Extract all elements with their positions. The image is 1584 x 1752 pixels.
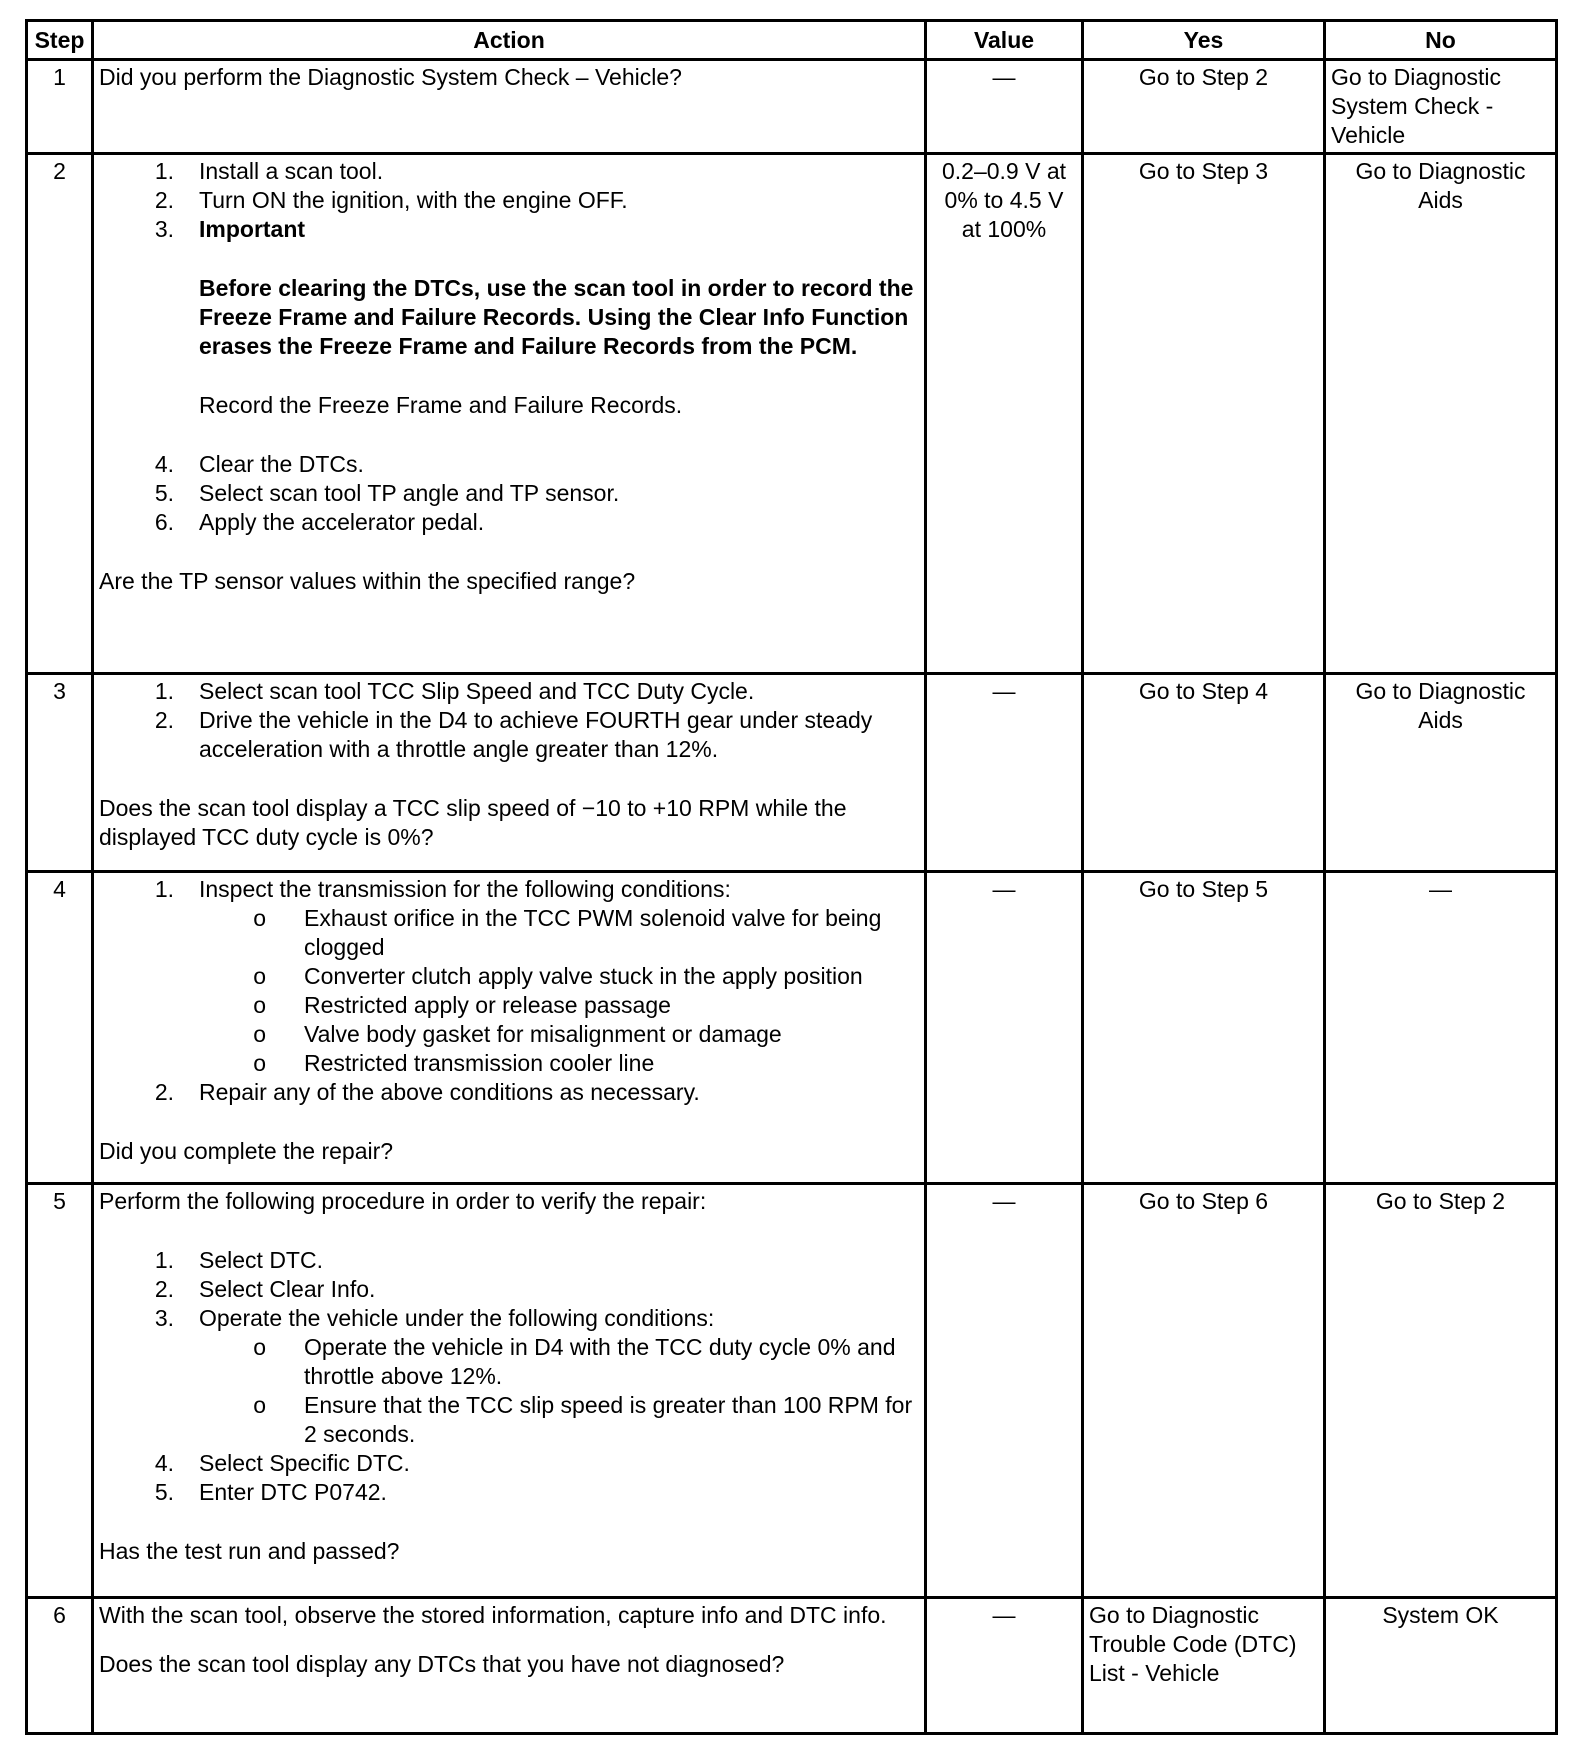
list-item: 5. Enter DTC P0742. <box>154 1479 387 1505</box>
question-text: Does the scan tool display a TCC slip speed of −10 to +10 RPM while the displayed TCC duty cycle is 0%? <box>99 795 847 850</box>
list-item: 6. Apply the accelerator pedal. <box>154 509 485 535</box>
yes-cell: Go to Step 5 <box>1083 872 1325 1184</box>
yes-cell: Go to Step 3 <box>1083 154 1325 674</box>
question-text: Are the TP sensor values within the specified range? <box>99 568 636 594</box>
table-row-step-2 <box>27 154 1557 674</box>
question-text: Has the test run and passed? <box>99 1538 400 1564</box>
yes-cell: Go to Step 6 <box>1083 1184 1325 1598</box>
value-line: 0.2–0.9 V at <box>941 158 1067 184</box>
important-notice: Before clearing the DTCs, use the scan tool in order to record the Freeze Frame and Failure Records. Using the Clear Info Function erases the Freeze Frame and Failure Records from the PCM. <box>199 275 914 359</box>
no-cell <box>1325 674 1557 872</box>
sub-list-item: o Operate the vehicle in D4 with the TCC duty cycle 0% and throttle above 12%. <box>253 1334 896 1389</box>
sub-list-item: o Restricted transmission cooler line <box>253 1050 655 1076</box>
list-item: 4. Select Specific DTC. <box>154 1450 410 1476</box>
header-row <box>27 21 1557 60</box>
yes-line: Trouble Code (DTC) <box>1089 1631 1297 1657</box>
question-text: Does the scan tool display any DTCs that you have not diagnosed? <box>99 1651 785 1677</box>
yes-line: List - Vehicle <box>1089 1660 1220 1686</box>
no-cell <box>1325 60 1557 154</box>
yes-cell: Go to Step 4 <box>1083 674 1325 872</box>
list-item: 2. Drive the vehicle in the D4 to achieve FOURTH gear under steady acceleration with a throttle angle greater than 12%. <box>154 707 873 762</box>
step-number: 4 <box>27 872 93 1184</box>
no-line: Go to Diagnostic <box>1355 158 1526 184</box>
value-line: at 100% <box>961 216 1047 242</box>
no-cell: — <box>1325 872 1557 1184</box>
value-cell: — <box>926 1598 1083 1734</box>
list-item: 2. Select Clear Info. <box>154 1276 376 1302</box>
list-item: 3. Important <box>99 215 919 244</box>
list-item: 1. Install a scan tool. <box>154 158 384 184</box>
header-step: Step <box>27 21 93 60</box>
no-line: System Check - <box>1331 93 1494 119</box>
action-cell <box>93 60 926 154</box>
sub-list-item: o Valve body gasket for misalignment or damage <box>253 1021 782 1047</box>
no-line: Aids <box>1418 187 1463 213</box>
action-cell <box>93 1184 926 1598</box>
step-number: 3 <box>27 674 93 872</box>
no-line: Aids <box>1418 707 1463 733</box>
step-number: 5 <box>27 1184 93 1598</box>
action-cell <box>93 1598 926 1734</box>
sub-list-item: o Ensure that the TCC slip speed is greater than 100 RPM for 2 seconds. <box>253 1392 913 1447</box>
no-cell: System OK <box>1325 1598 1557 1734</box>
yes-cell: Go to Step 2 <box>1083 60 1325 154</box>
record-instruction: Record the Freeze Frame and Failure Records. <box>199 392 683 418</box>
step-number: 2 <box>27 154 93 674</box>
header-value: Value <box>926 21 1083 60</box>
list-item: 1. Inspect the transmission for the following conditions: <box>154 876 731 902</box>
list-item: 2. Repair any of the above conditions as necessary. <box>154 1079 700 1105</box>
question-text: Did you perform the Diagnostic System Check – Vehicle? <box>99 64 682 90</box>
sub-list-item: o Converter clutch apply valve stuck in the apply position <box>253 963 863 989</box>
value-cell <box>926 154 1083 674</box>
no-cell: Go to Step 2 <box>1325 1184 1557 1598</box>
procedure-list <box>99 157 919 244</box>
list-item: 5. Select scan tool TP angle and TP sensor. <box>154 480 620 506</box>
header-no: No <box>1325 21 1557 60</box>
procedure-list <box>99 450 919 537</box>
action-cell <box>93 872 926 1184</box>
procedure-list <box>99 677 919 764</box>
yes-cell <box>1083 1598 1325 1734</box>
list-item: 1. Select DTC. <box>154 1247 323 1273</box>
step-number: 6 <box>27 1598 93 1734</box>
table-row-step-4 <box>27 872 1557 1184</box>
list-item: 4. Clear the DTCs. <box>154 451 364 477</box>
action-cell <box>93 154 926 674</box>
value-cell: — <box>926 674 1083 872</box>
header-yes: Yes <box>1083 21 1325 60</box>
intro-text: Perform the following procedure in order to verify the repair: <box>99 1188 707 1214</box>
table-row-step-1 <box>27 60 1557 154</box>
table-row-step-6 <box>27 1598 1557 1734</box>
intro-text: With the scan tool, observe the stored information, capture info and DTC info. <box>99 1602 887 1628</box>
list-item: 2. Turn ON the ignition, with the engine OFF. <box>154 187 628 213</box>
yes-line: Go to Diagnostic <box>1089 1602 1260 1628</box>
value-cell: — <box>926 872 1083 1184</box>
value-line: 0% to 4.5 V <box>944 187 1064 213</box>
no-line: Vehicle <box>1331 122 1406 148</box>
diagnostic-table <box>25 19 1558 1735</box>
value-cell: — <box>926 1184 1083 1598</box>
no-line: Go to Diagnostic <box>1355 678 1526 704</box>
sub-list-item: o Restricted apply or release passage <box>253 992 671 1018</box>
step-number: 1 <box>27 60 93 154</box>
list-item: 1. Select scan tool TCC Slip Speed and TCC Duty Cycle. <box>154 678 755 704</box>
header-action: Action <box>93 21 926 60</box>
list-item: 3. Operate the vehicle under the following conditions: <box>154 1305 715 1331</box>
sub-list-item: o Exhaust orifice in the TCC PWM solenoid valve for being clogged <box>253 905 882 960</box>
important-heading: Important <box>199 216 306 242</box>
no-line: Go to Diagnostic <box>1331 64 1502 90</box>
table-row-step-3 <box>27 674 1557 872</box>
table-row-step-5 <box>27 1184 1557 1598</box>
value-cell: — <box>926 60 1083 154</box>
no-cell <box>1325 154 1557 674</box>
question-text: Did you complete the repair? <box>99 1138 394 1164</box>
action-cell <box>93 674 926 872</box>
